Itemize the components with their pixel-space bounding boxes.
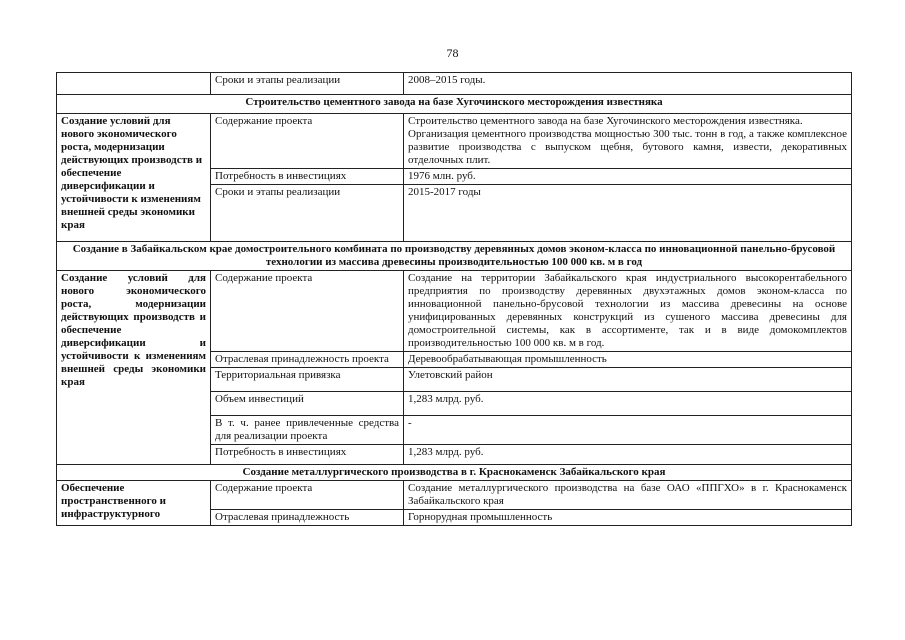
row-value: Улетовский район <box>404 368 852 392</box>
row-label: Потребность в инвестициях <box>211 169 404 185</box>
row-value: 1976 млн. руб. <box>404 169 852 185</box>
goal-cell: Обеспечение пространственного и инфраструктурного <box>57 481 211 526</box>
row-label: Содержание проекта <box>211 481 404 510</box>
row-value <box>404 114 852 169</box>
table-row <box>57 73 852 95</box>
row-value-paragraph: Организация цементного производства мощностью 300 тыс. тонн в год, а также комплексное развитие производства с выпуском щебня, бутового камня, извести, декоративных отделочных плит. <box>408 128 847 166</box>
goal-cell: Создание условий для нового экономического роста, модернизации действующих производств и обеспечение диверсификации и устойчивости к изменениям внешней среды экономики края <box>57 271 211 465</box>
row-label: Отраслевая принадлежность проекта <box>211 352 404 368</box>
row-label: Отраслевая принадлежность <box>211 510 404 526</box>
row-value: 1,283 млрд. руб. <box>404 392 852 416</box>
row-label: Сроки и этапы реализации <box>211 185 404 242</box>
goal-cell: Создание условий для нового экономического роста, модернизации действующих производств и обеспечение диверсификации и устойчивости к изменениям внешней среды экономики края <box>57 114 211 242</box>
section-header-row <box>57 465 852 481</box>
row-value: Создание на территории Забайкальского края индустриального высокорентабельного предприятия по производству деревянных двухэтажных домов эконом-класса по инновационной панельно-брусовой технологии из массива древесины на основе унифицированных деревянных конструкций из сушеного массива древесины для домостроительной системы, как в ассортименте, так и в виде домокомплектов производительностью 100 000 кв. м в год. <box>404 271 852 352</box>
section-title: Создание металлургического производства в г. Краснокаменск Забайкальского края <box>57 465 852 481</box>
page-number: 78 <box>446 46 459 60</box>
row-value: 1,283 млрд. руб. <box>404 445 852 465</box>
section-header-row <box>57 242 852 271</box>
row-label: Сроки и этапы реализации <box>211 73 404 95</box>
row-value: - <box>404 416 852 445</box>
projects-table <box>56 72 852 526</box>
row-label: Объем инвестиций <box>211 392 404 416</box>
section-title: Строительство цементного завода на базе Хугочинского месторождения известняка <box>57 95 852 114</box>
row-value: Горнорудная промышленность <box>404 510 852 526</box>
row-value: Создание металлургического производства на базе ОАО «ППГХО» в г. Краснокаменск Забайкальского края <box>404 481 852 510</box>
goal-cell-empty <box>57 73 211 95</box>
row-label: В т. ч. ранее привлеченные средства для реализации проекта <box>211 416 404 445</box>
table-row <box>57 271 852 352</box>
row-value: 2008–2015 годы. <box>404 73 852 95</box>
table-row <box>57 114 852 169</box>
row-label: Содержание проекта <box>211 271 404 352</box>
row-value-paragraph: Строительство цементного завода на базе Хугочинского месторождения известняка. <box>408 115 803 127</box>
row-value: Деревообрабатывающая промышленность <box>404 352 852 368</box>
row-label: Содержание проекта <box>211 114 404 169</box>
row-value: 2015-2017 годы <box>404 185 852 242</box>
row-label: Территориальная привязка <box>211 368 404 392</box>
table-row <box>57 481 852 510</box>
row-label: Потребность в инвестициях <box>211 445 404 465</box>
section-header-row <box>57 95 852 114</box>
section-title: Создание в Забайкальском крае домостроительного комбината по производству деревянных домов эконом-класса по инновационной панельно-брусовой технологии из массива древесины производительностью 100 000 кв. м в год <box>57 242 852 271</box>
